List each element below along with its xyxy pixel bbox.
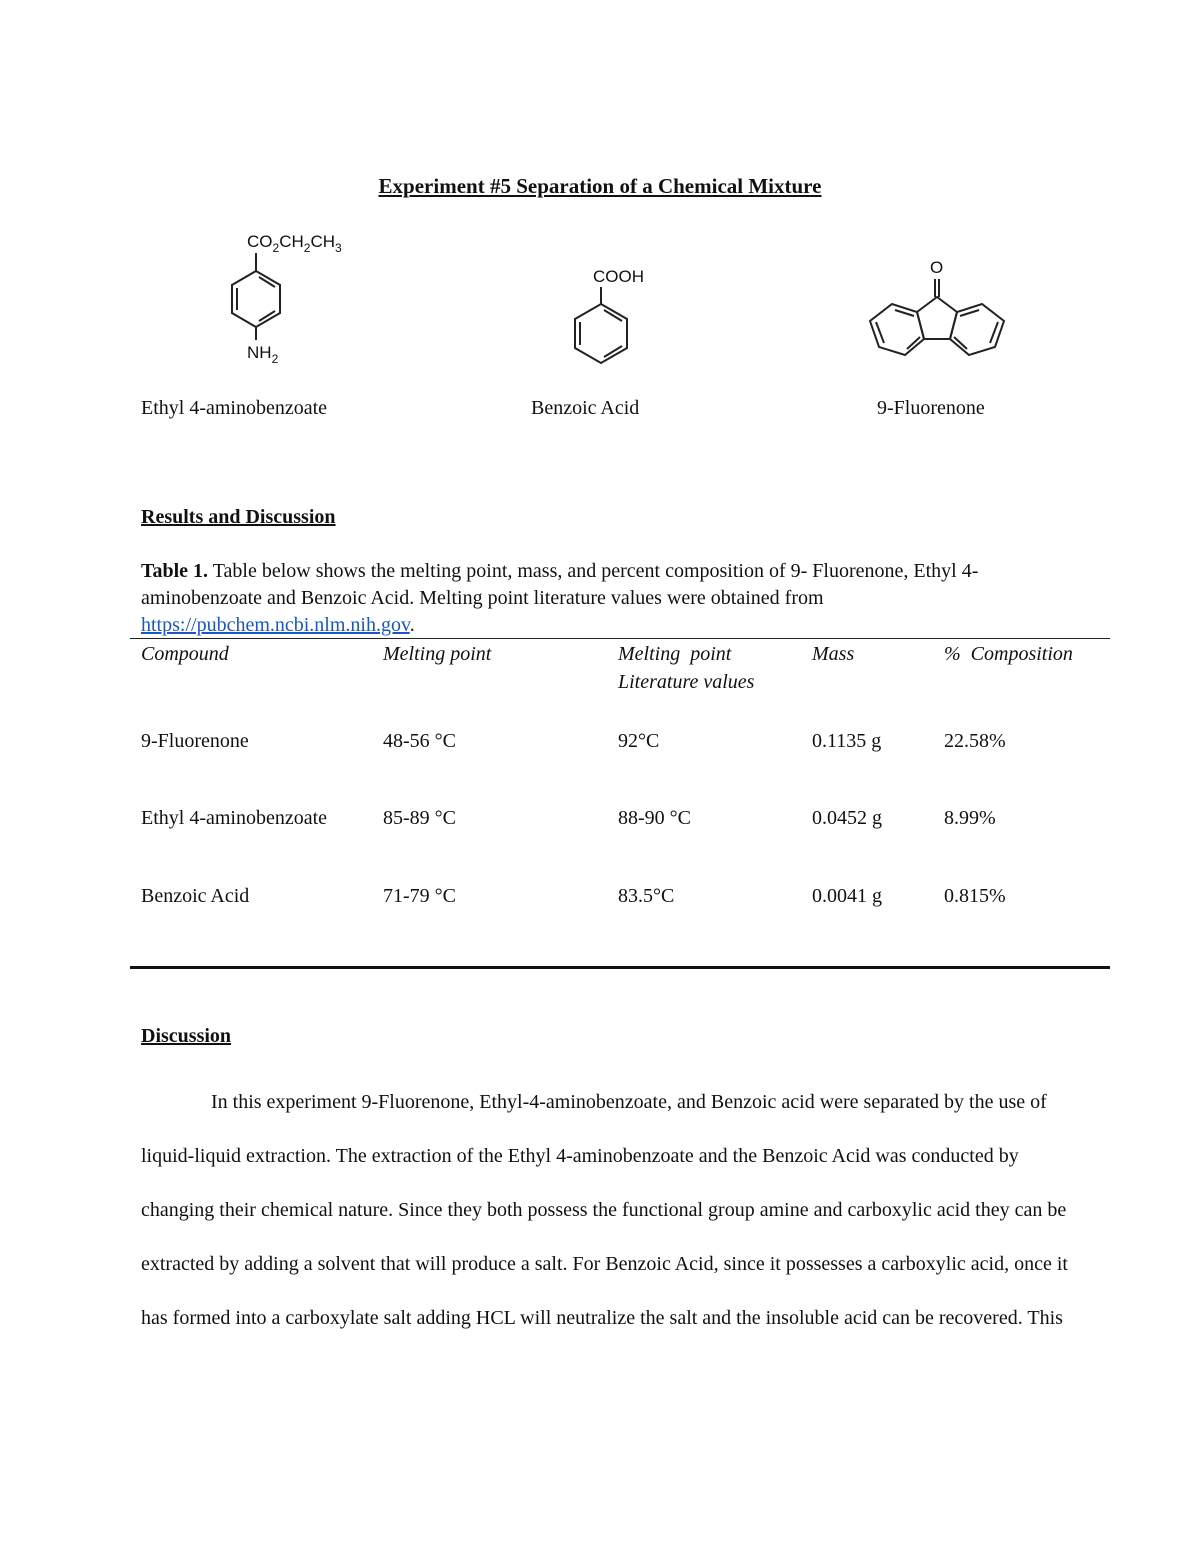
molecule-label: Ethyl 4-aminobenzoate bbox=[141, 397, 328, 419]
table-cell: Benzoic Acid bbox=[141, 885, 250, 907]
table-bottom-rule bbox=[130, 966, 1110, 969]
table-header: Compound bbox=[141, 643, 229, 665]
molecule-label: Benzoic Acid bbox=[531, 397, 640, 419]
molecule-label: 9-Fluorenone bbox=[877, 397, 985, 419]
table-top-rule bbox=[130, 638, 1110, 639]
table-cell: 0.0041 g bbox=[812, 885, 882, 907]
caption-end: . bbox=[409, 614, 415, 636]
table-cell: 83.5°C bbox=[618, 885, 675, 907]
svg-text:CO2CH2CH3: $CO_2CH_2CH_3$ bbox=[247, 232, 342, 255]
table-header: Melting point bbox=[383, 643, 492, 665]
table-cell: 92°C bbox=[618, 730, 660, 752]
table-header: Mass bbox=[812, 643, 855, 665]
table-cell: 22.58% bbox=[944, 730, 1006, 752]
svg-text:O: O bbox=[930, 258, 944, 277]
ethyl-4-aminobenzoate-structure bbox=[225, 225, 385, 370]
table-cell: 0.0452 g bbox=[812, 807, 882, 829]
table-cell: 9-Fluorenone bbox=[141, 730, 249, 752]
table-cell: 0.1135 g bbox=[812, 730, 882, 752]
table-cell: 48-56 °C bbox=[383, 730, 456, 752]
svg-text:COOH: COOH bbox=[593, 267, 644, 286]
table-cell: Ethyl 4-aminobenzoate bbox=[141, 807, 328, 829]
table-label: Table 1. bbox=[141, 560, 209, 582]
table-cell: 71-79 °C bbox=[383, 885, 456, 907]
9-fluorenone-structure bbox=[862, 255, 1017, 365]
table-cell: 0.815% bbox=[944, 885, 1006, 907]
svg-text:NH2: $NH_2$ bbox=[247, 343, 279, 366]
discussion-paragraph: In this experiment 9-Fluorenone, Ethyl-4-aminobenzoate, and Benzoic acid were separated by the use of liquid-liquid extraction. The extraction of the Ethyl 4-aminobenzoate and the Benzoic Acid was conducted by changing their chemical nature. Since they both possess the functional group amine and carboxylic acid they can be extracted by adding a solvent that will produce a salt. For Benzoic Acid, since it possesses a carboxylic acid, once it has formed into a carboxylate salt adding HCL will neutralize the salt and the insoluble acid can be recovered. This bbox=[141, 1091, 1068, 1329]
pubchem-link[interactable]: https://pubchem.ncbi.nlm.nih.gov bbox=[141, 614, 410, 636]
table-cell: 8.99% bbox=[944, 807, 996, 829]
table-cell: 88-90 °C bbox=[618, 807, 691, 829]
table-header: Melting point Literature values bbox=[618, 643, 755, 693]
table-header: % Composition bbox=[944, 643, 1073, 665]
table-caption bbox=[141, 558, 1081, 639]
benzoic-acid-structure bbox=[565, 262, 665, 367]
table-cell: 85-89 °C bbox=[383, 807, 456, 829]
table-caption-text: Table below shows the melting point, mass, and percent composition of 9- Fluorenone, Ethyl 4-aminobenzoate and Benzoic Acid. Melting point literature values were obtained from bbox=[141, 560, 979, 609]
results-heading: Results and Discussion bbox=[141, 506, 336, 528]
document-title: Experiment #5 Separation of a Chemical Mixture bbox=[378, 174, 822, 198]
discussion-heading: Discussion bbox=[141, 1025, 232, 1047]
